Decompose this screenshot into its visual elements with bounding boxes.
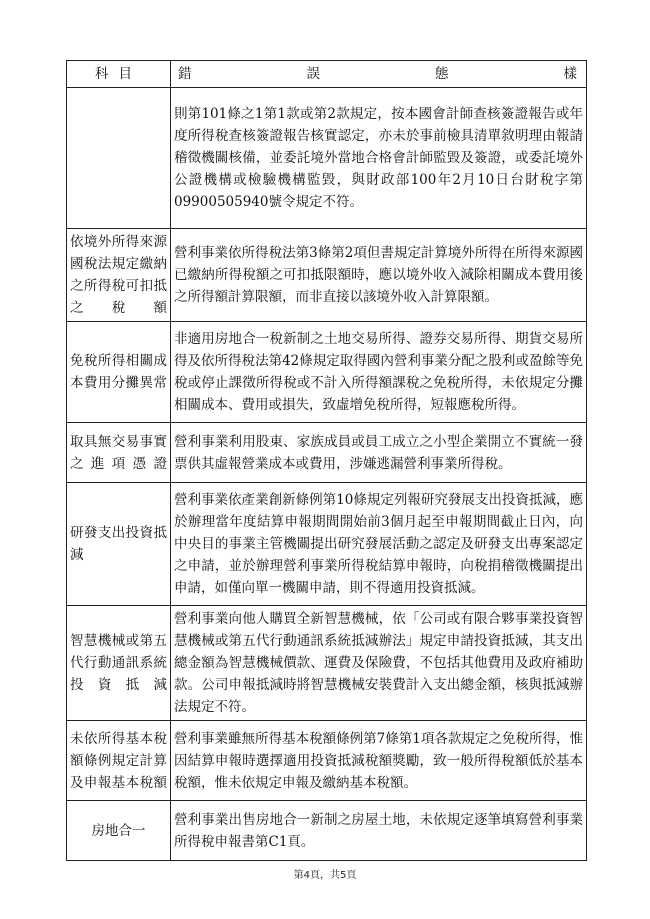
table-row <box>67 483 587 606</box>
table-row <box>67 88 587 229</box>
description-cell: 營利事業依所得稅法第3條第2項但書規定計算境外所得在所得來源國已繳納所得稅額之可扣抵限額時，應以境外收入減除相關成本費用後之所得額計算限額，而非直接以該境外收入計算限額。 <box>171 229 587 322</box>
error-header-char: 錯 <box>178 66 192 82</box>
subject-header: 科目 <box>67 61 171 88</box>
subject-cell: 未依所得基本稅額條例規定計算及申報基本稅額 <box>67 721 171 801</box>
subject-cell: 研發支出投資抵減 <box>67 483 171 606</box>
subject-cell: 房地合一 <box>67 801 171 861</box>
subject-cell: 智慧機械或第五代行動通訊系統投資抵減 <box>67 606 171 721</box>
error-header-char: 態 <box>435 66 449 82</box>
error-header-char: 誤 <box>306 66 320 82</box>
description-cell: 則第101條之1第1款或第2款規定，按本國會計師查核簽證報告或年度所得稅查核簽證報告核實認定，亦未於事前檢具清單敘明理由報請稽徵機關核備，並委託境外當地合格會計師監毀及簽證，或委託境外公證機構或檢驗機構監毀，與財政部100年2月10日台財稅字第09900505940號令規定不符。 <box>171 88 587 229</box>
subject-cell: 取具無交易事實之進項憑證 <box>67 423 171 483</box>
subject-cell <box>67 88 171 229</box>
subject-cell: 依境外所得來源國稅法規定繳納之所得稅可扣抵之稅額 <box>67 229 171 322</box>
description-cell: 營利事業利用股東、家族成員或員工成立之小型企業開立不實統一發票供其虛報營業成本或費用，涉嫌逃漏營利事業所得稅。 <box>171 423 587 483</box>
page-number: 第4頁，共5頁 <box>293 870 357 881</box>
table-header-row <box>67 61 587 88</box>
table-row <box>67 721 587 801</box>
description-cell: 營利事業依產業創新條例第10條規定列報研究發展支出投資抵減，應於辦理當年度結算申報期間開始前3個月起至申報期間截止日內，向中央目的事業主管機關提出研究發展活動之認定及研發支出專案認定之申請，並於辦理營利事業所得稅結算申報時，向稅捐稽徵機關提出申請，如僅向單一機關申請，則不得適用投資抵減。 <box>171 483 587 606</box>
subject-cell: 免稅所得相關成本費用分攤異常 <box>67 322 171 423</box>
description-cell: 營利事業雖無所得基本稅額條例第7條第1項各款規定之免稅所得，惟因結算申報時選擇適用投資抵減稅額獎勵，致一般所得稅額低於基本稅額，惟未依規定申報及繳納基本稅額。 <box>171 721 587 801</box>
table-row <box>67 322 587 423</box>
table-row <box>67 606 587 721</box>
error-pattern-header <box>171 61 587 88</box>
description-cell: 非適用房地合一稅新制之土地交易所得、證券交易所得、期貨交易所得及依所得稅法第42條規定取得國內營利事業分配之股利或盈餘等免稅或停止課徵所得稅或不計入所得額課稅之免稅所得，未依規定分攤相關成本、費用或損失，致虛增免稅所得，短報應稅所得。 <box>171 322 587 423</box>
error-patterns-table <box>66 60 587 861</box>
table-row <box>67 801 587 861</box>
description-cell: 營利事業向他人購買全新智慧機械，依「公司或有限合夥事業投資智慧機械或第五代行動通訊系統抵減辦法」規定申請投資抵減，其支出總金額為智慧機械價款、運費及保險費，不包括其他費用及政府補助款。公司申報抵減時將智慧機械安裝費計入支出總金額，核與抵減辦法規定不符。 <box>171 606 587 721</box>
error-header-char: 樣 <box>563 66 577 82</box>
description-cell: 營利事業出售房地合一新制之房屋土地，未依規定逐筆填寫營利事業所得稅申報書第C1頁。 <box>171 801 587 861</box>
table-row <box>67 229 587 322</box>
table-row <box>67 423 587 483</box>
